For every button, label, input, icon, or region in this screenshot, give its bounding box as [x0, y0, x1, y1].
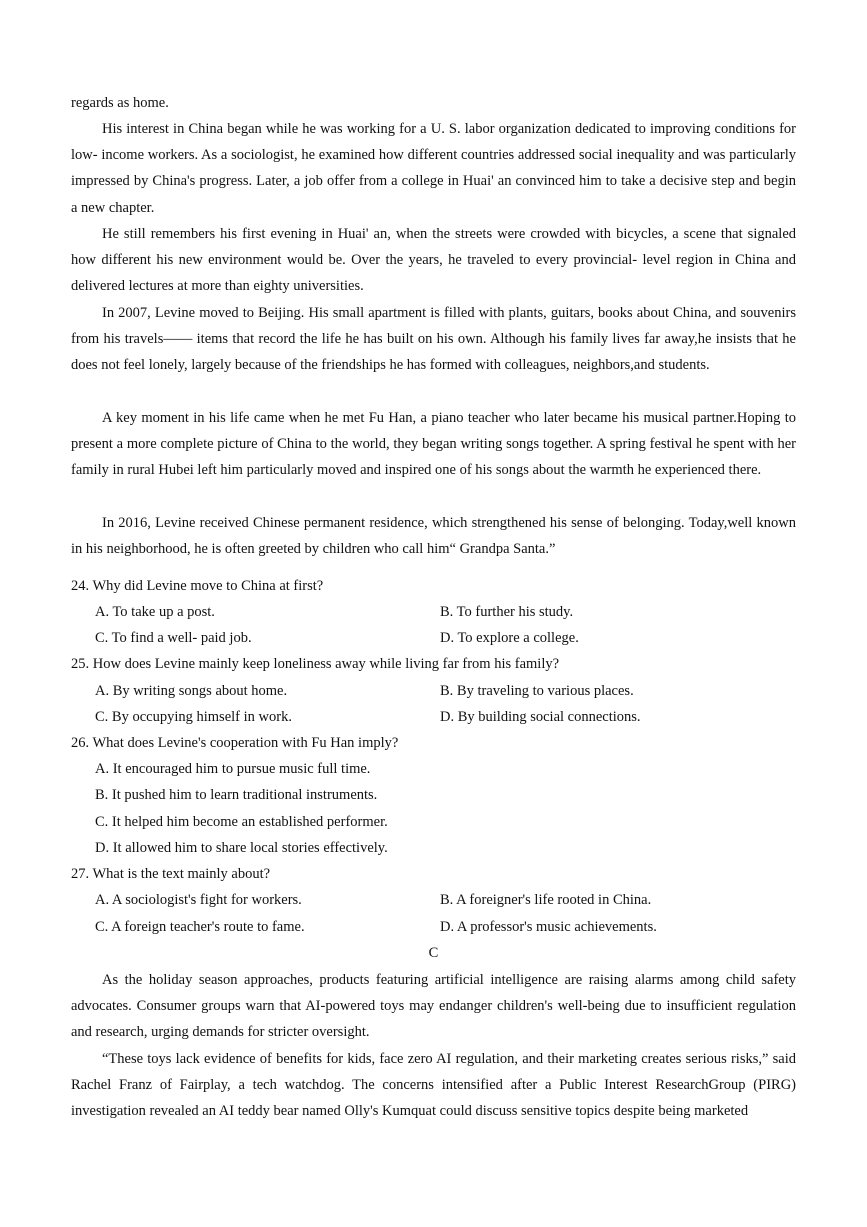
question-24-option-b[interactable]: B. To further his study.	[440, 604, 574, 620]
passage-c-paragraph-2: “These toys lack evidence of benefits for kids, face zero AI regulation, and their marketing creates serious risks,” said Rachel Franz of Fairplay, a tech watchdog. The concerns intensified after a Public Interest ResearchGroup (PIRG) investigation revealed an AI teddy bear named Olly's Kumquat could discuss sensitive topics despite being marketed	[71, 1051, 796, 1120]
passage-b-paragraph-4: A key moment in his life came when he met Fu Han, a piano teacher who later became his musical partner.Hoping to present a more complete picture of China to the world, they began writing songs together. A spring festival he spent with her family in rural Hubei left him particularly moved and inspired one of his songs about the warmth he experienced there.	[71, 410, 796, 479]
question-26-option-a[interactable]: A. It encouraged him to pursue music full time.	[95, 761, 371, 777]
section-c-heading: C	[428, 945, 439, 961]
passage-b-paragraph-5: In 2016, Levine received Chinese permanent residence, which strengthened his sense of belonging. Today,well known in his neighborhood, he is often greeted by children who call him“ Grandpa Santa.”	[71, 515, 796, 558]
question-24-option-c[interactable]: C. To find a well- paid job.	[95, 630, 252, 646]
passage-b-paragraph-3: In 2007, Levine moved to Beijing. His small apartment is filled with plants, guitars, books about China, and souvenirs from his travels—— items that record the life he has built on his own. Although his family lives far away,he insists that he does not feel lonely, largely because of the friendships he has formed with colleagues, neighbors,and students.	[71, 305, 796, 374]
question-26-option-d[interactable]: D. It allowed him to share local stories effectively.	[95, 840, 388, 856]
question-24-stem: 24. Why did Levine move to China at first?	[71, 578, 324, 594]
question-25-option-c[interactable]: C. By occupying himself in work.	[95, 709, 292, 725]
question-27-option-b[interactable]: B. A foreigner's life rooted in China.	[440, 892, 652, 908]
question-26-option-b[interactable]: B. It pushed him to learn traditional instruments.	[95, 787, 378, 803]
passage-b-fragment: regards as home.	[71, 95, 169, 111]
question-27-option-a[interactable]: A. A sociologist's fight for workers.	[95, 892, 302, 908]
question-27-stem: 27. What is the text mainly about?	[71, 866, 271, 882]
passage-b-paragraph-1: His interest in China began while he was working for a U. S. labor organization dedicated to improving conditions for low- income workers. As a sociologist, he examined how different countries addressed social inequality and was particularly impressed by China's progress. Later, a job offer from a college in Huai' an convinced him to take a decisive step and begin a new chapter.	[71, 121, 796, 216]
question-25-option-b[interactable]: B. By traveling to various places.	[440, 683, 634, 699]
question-26-stem: 26. What does Levine's cooperation with Fu Han imply?	[71, 735, 399, 751]
question-25-option-d[interactable]: D. By building social connections.	[440, 709, 641, 725]
question-27-option-c[interactable]: C. A foreign teacher's route to fame.	[95, 919, 305, 935]
question-24-option-a[interactable]: A. To take up a post.	[95, 604, 215, 620]
question-25-option-a[interactable]: A. By writing songs about home.	[95, 683, 288, 699]
passage-c-paragraph-1: As the holiday season approaches, products featuring artificial intelligence are raising alarms among child safety advocates. Consumer groups warn that AI-powered toys may endanger children's well-being due to insufficient regulation and research, urging demands for stricter oversight.	[71, 972, 796, 1041]
question-27-option-d[interactable]: D. A professor's music achievements.	[440, 919, 657, 935]
question-26-option-c[interactable]: C. It helped him become an established performer.	[95, 814, 388, 830]
question-25-stem: 25. How does Levine mainly keep loneliness away while living far from his family?	[71, 656, 560, 672]
question-24-option-d[interactable]: D. To explore a college.	[440, 630, 579, 646]
passage-b-paragraph-2: He still remembers his first evening in Huai' an, when the streets were crowded with bicycles, a scene that signaled how different his new environment would be. Over the years, he traveled to every provincial- level region in China and delivered lectures at more than eighty universities.	[71, 226, 796, 295]
